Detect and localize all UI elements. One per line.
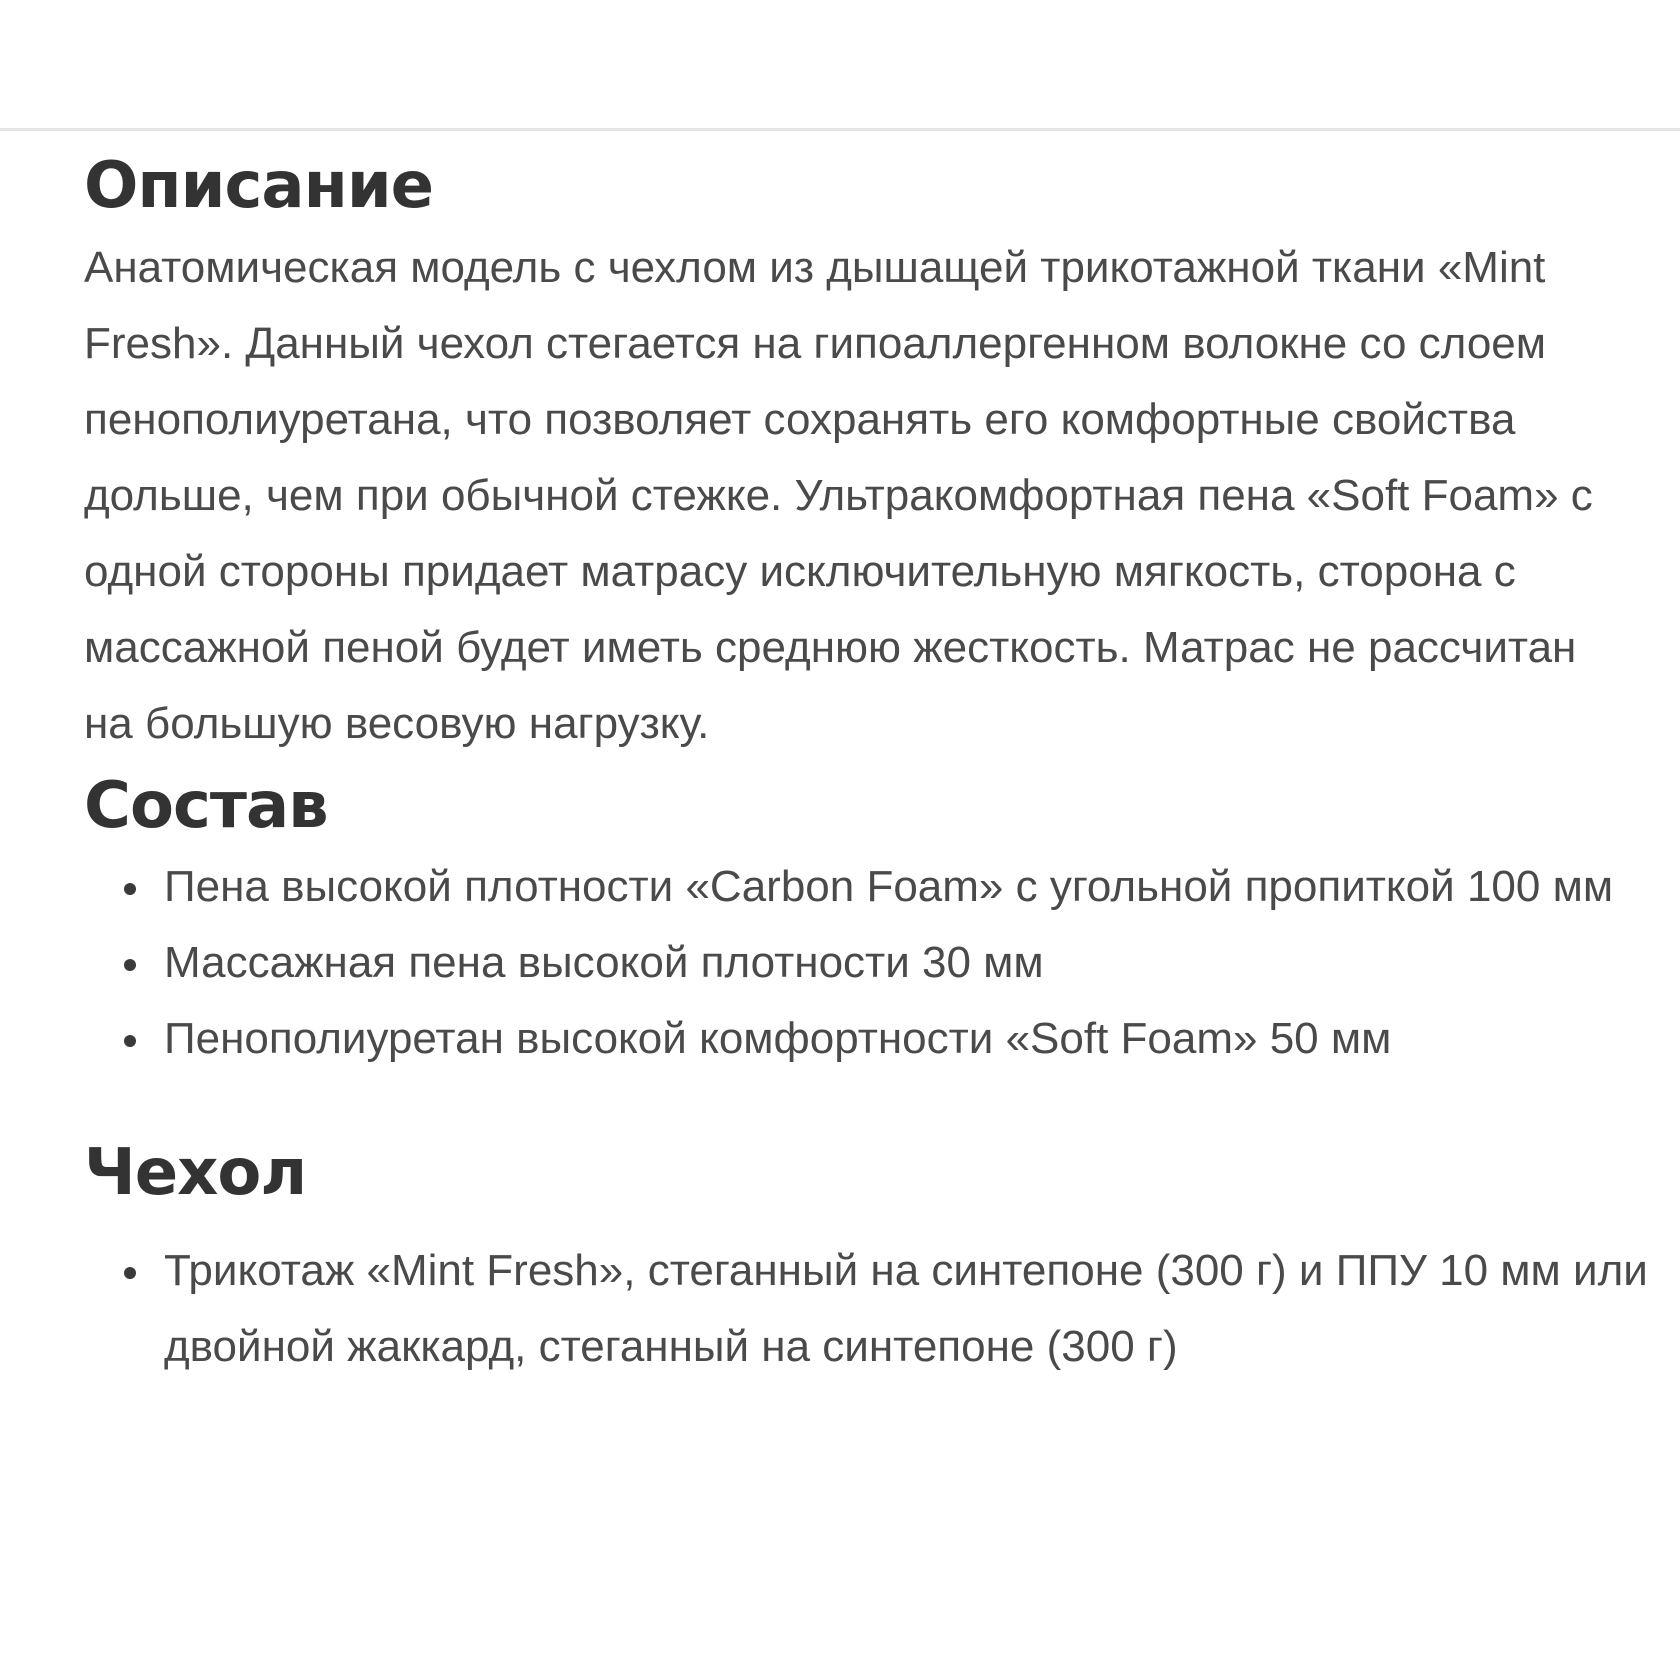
product-details (84, 149, 1648, 1385)
bullet-icon (124, 1035, 136, 1047)
bullet-icon (124, 883, 136, 895)
cover-item-text: Трикотаж «Mint Fresh», стеганный на синтепоне (300 г) и ППУ 10 мм или двойной жаккард, стеганный на синтепоне (300 г) (164, 1245, 1648, 1371)
cover-item (84, 1233, 1680, 1385)
bullet-icon (124, 1267, 136, 1279)
description-title: Описание (84, 149, 434, 223)
description-text: Анатомическая модель с чехлом из дышащей трикотажной ткани «Mint Fresh». Данный чехол стегается на гипоаллергенном волокне со слоем пенополиуретана, что позволяет сохранять его комфортные свойства дольше, чем при обычной стежке. Ультракомфортная пена «Soft Foam» с одной стороны придает матрасу исключительную мягкость, сторона с массажной пеной будет иметь среднюю жесткость. Матрас не рассчитан на большую весовую нагрузку. (84, 242, 1593, 748)
cover-title: Чехол (84, 1136, 307, 1211)
composition-item (84, 1001, 1680, 1077)
composition-item (84, 925, 1680, 1001)
composition-item-text: Пена высокой плотности «Carbon Foam» с угольной пропиткой 100 мм (164, 862, 1614, 912)
cover-list (84, 1233, 1648, 1385)
composition-list (84, 849, 1624, 1077)
composition-item-text: Массажная пена высокой плотности 30 мм (164, 938, 1044, 988)
composition-item-text: Пенополиуретан высокой комфортности «Soft Foam» 50 мм (164, 1014, 1392, 1064)
top-divider (0, 128, 1680, 131)
bullet-icon (124, 959, 136, 971)
composition-item (84, 849, 1680, 925)
composition-title: Состав (84, 768, 328, 843)
